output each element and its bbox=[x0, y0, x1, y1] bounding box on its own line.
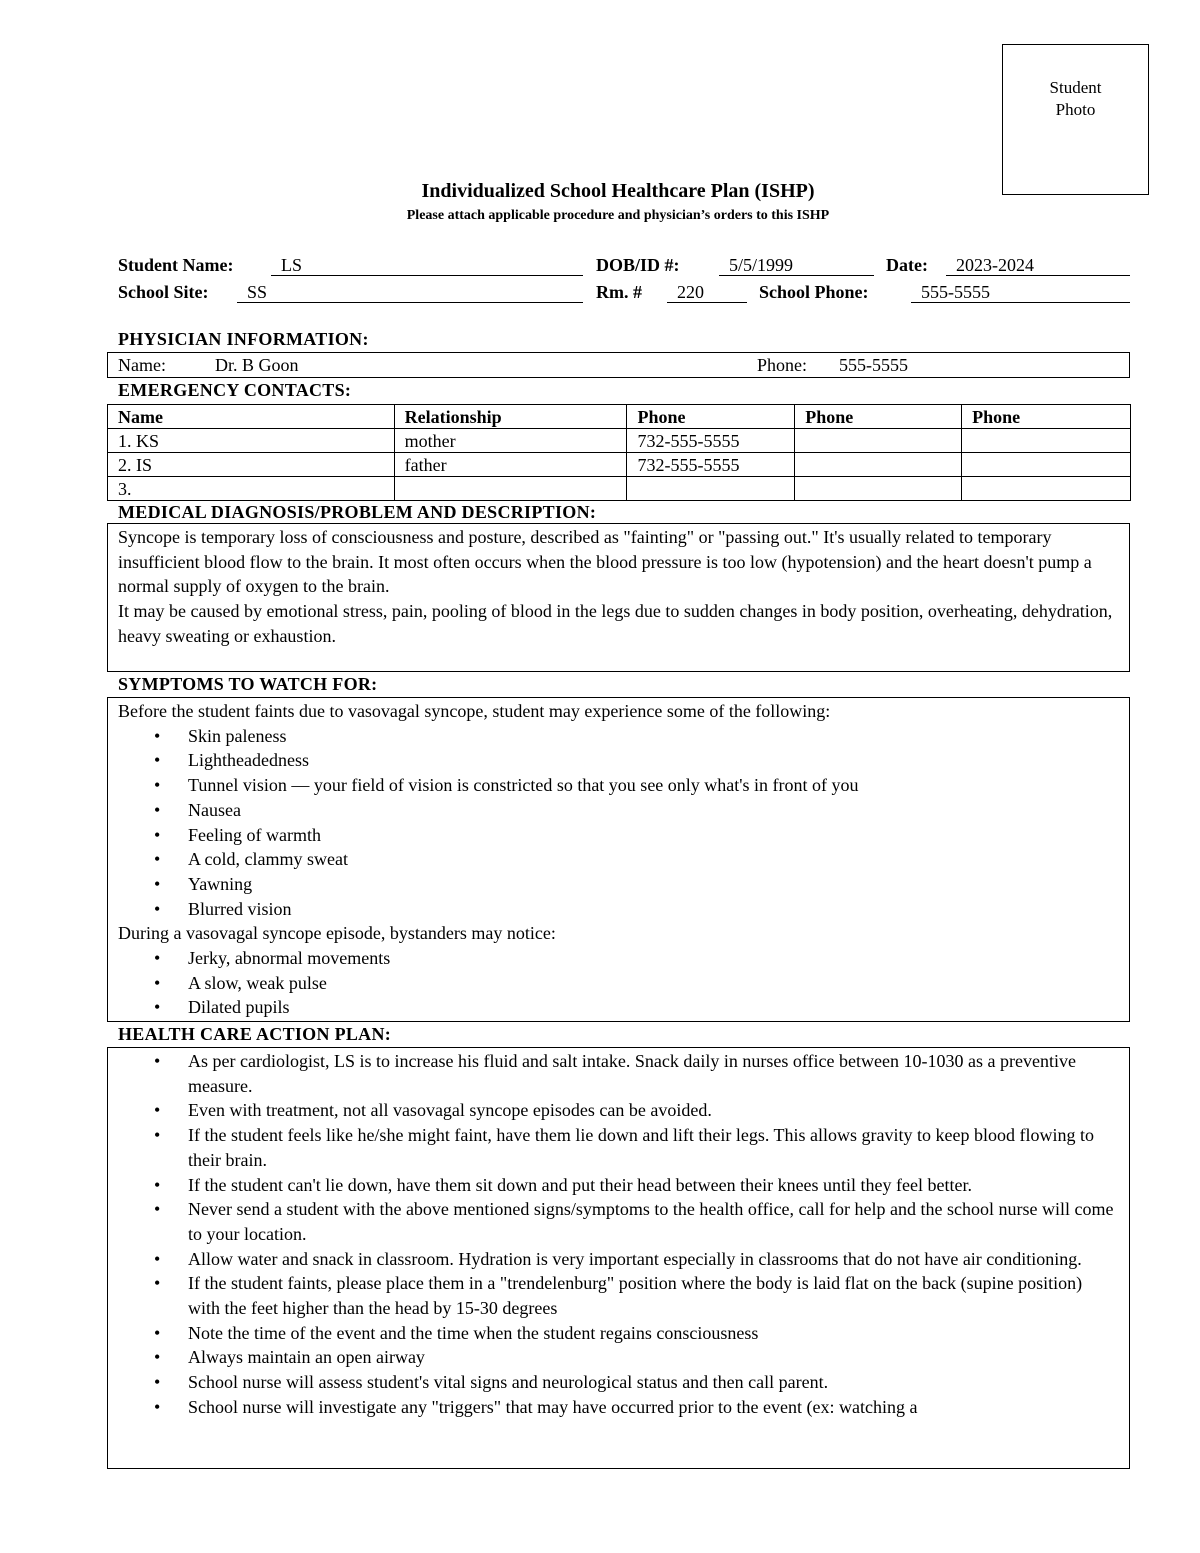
list-item: • If the student can't lie down, have them sit down and put their head between their knees until they feel better. bbox=[118, 1173, 1115, 1198]
table-cell[interactable]: 2. IS bbox=[108, 453, 395, 477]
photo-label-line1: Student bbox=[1049, 78, 1102, 97]
date-field[interactable]: 2023-2024 bbox=[946, 254, 1130, 276]
list-item: • Blurred vision bbox=[118, 897, 1119, 922]
list-item: • As per cardiologist, LS is to increase his fluid and salt intake. Snack daily in nurses office between 10-1030 as a preventive measure. bbox=[118, 1049, 1115, 1098]
table-header-row bbox=[108, 405, 1131, 429]
list-item: • School nurse will assess student's vital signs and neurological status and then call parent. bbox=[118, 1370, 1115, 1395]
list-item: • Jerky, abnormal movements bbox=[118, 946, 1119, 971]
column-header: Name bbox=[108, 405, 395, 429]
diagnosis-paragraph-2: It may be caused by emotional stress, pain, pooling of blood in the legs due to sudden changes in body position, overheating, dehydration, heavy sweating or exhaustion. bbox=[118, 601, 1113, 646]
student-name-field[interactable]: LS bbox=[271, 254, 583, 276]
emergency-heading: EMERGENCY CONTACTS: bbox=[118, 380, 352, 400]
action-plan-box bbox=[107, 1047, 1130, 1469]
diagnosis-heading: MEDICAL DIAGNOSIS/PROBLEM AND DESCRIPTION: bbox=[118, 502, 597, 522]
diagnosis-paragraph-1: Syncope is temporary loss of consciousness and posture, described as "fainting" or "passing out." It's usually related to temporary insufficient blood flow to the brain. It most often occurs when the blood pressure is too low (hypotension) and the heart doesn't pump a normal supply of oxygen to the brain. bbox=[118, 527, 1092, 597]
table-cell[interactable] bbox=[795, 477, 962, 501]
physician-box bbox=[107, 352, 1130, 378]
list-item: • Yawning bbox=[118, 872, 1119, 897]
table-cell[interactable] bbox=[962, 477, 1131, 501]
list-item: • A slow, weak pulse bbox=[118, 971, 1119, 996]
column-header: Phone bbox=[795, 405, 962, 429]
column-header: Relationship bbox=[394, 405, 627, 429]
list-item: • Lightheadedness bbox=[118, 748, 1119, 773]
table-cell[interactable]: 732-555-5555 bbox=[627, 453, 795, 477]
table-cell[interactable] bbox=[627, 477, 795, 501]
list-item: • Always maintain an open airway bbox=[118, 1345, 1115, 1370]
table-cell[interactable] bbox=[962, 429, 1131, 453]
physician-name-label: Name: bbox=[118, 355, 166, 375]
student-photo-placeholder bbox=[1002, 44, 1149, 195]
physician-name: Dr. B Goon bbox=[215, 355, 299, 375]
room-field[interactable]: 220 bbox=[667, 281, 747, 303]
list-item: • Allow water and snack in classroom. Hydration is very important especially in classrooms that do not have air conditioning. bbox=[118, 1247, 1115, 1272]
list-item: • If the student faints, please place them in a "trendelenburg" position where the body is laid flat on the back (supine position) with the feet higher than the head by 15-30 degrees bbox=[118, 1271, 1115, 1320]
list-item: • School nurse will investigate any "triggers" that may have occurred prior to the event (ex: watching a bbox=[118, 1395, 1115, 1420]
list-item: • Never send a student with the above mentioned signs/symptoms to the health office, call for help and the school nurse will come to your location. bbox=[118, 1197, 1115, 1246]
list-item: • Tunnel vision — your field of vision is constricted so that you see only what's in front of you bbox=[118, 773, 1119, 798]
dob-field[interactable]: 5/5/1999 bbox=[719, 254, 874, 276]
school-phone-field[interactable]: 555-5555 bbox=[911, 281, 1130, 303]
table-cell[interactable]: mother bbox=[394, 429, 627, 453]
list-item: • Even with treatment, not all vasovagal syncope episodes can be avoided. bbox=[118, 1098, 1115, 1123]
list-item: • Skin paleness bbox=[118, 724, 1119, 749]
list-item: • Dilated pupils bbox=[118, 995, 1119, 1020]
symptoms-list-before bbox=[118, 724, 1119, 922]
list-item: • Note the time of the event and the time when the student regains consciousness bbox=[118, 1321, 1115, 1346]
school-site-label: School Site: bbox=[118, 282, 209, 302]
table-cell[interactable] bbox=[795, 453, 962, 477]
symptoms-intro-before: Before the student faints due to vasovagal syncope, student may experience some of the following: bbox=[118, 701, 831, 721]
table-cell[interactable]: 1. KS bbox=[108, 429, 395, 453]
action-plan-bottom-border bbox=[107, 1468, 1130, 1469]
physician-heading: PHYSICIAN INFORMATION: bbox=[118, 329, 369, 349]
table-cell[interactable]: father bbox=[394, 453, 627, 477]
table-row bbox=[108, 429, 1131, 453]
column-header: Phone bbox=[627, 405, 795, 429]
dob-label: DOB/ID #: bbox=[596, 255, 680, 275]
action-plan-heading: HEALTH CARE ACTION PLAN: bbox=[118, 1024, 392, 1044]
emergency-contacts-table bbox=[107, 404, 1131, 501]
room-label: Rm. # bbox=[596, 282, 642, 302]
action-plan-list bbox=[118, 1049, 1115, 1420]
table-cell[interactable]: 3. bbox=[108, 477, 395, 501]
list-item: • Feeling of warmth bbox=[118, 823, 1119, 848]
symptoms-heading: SYMPTOMS TO WATCH FOR: bbox=[118, 674, 378, 694]
list-item: • A cold, clammy sweat bbox=[118, 847, 1119, 872]
symptoms-list-during bbox=[118, 946, 1119, 1020]
page-title: Individualized School Healthcare Plan (ISHP) bbox=[421, 180, 815, 202]
date-label: Date: bbox=[886, 255, 928, 275]
table-row bbox=[108, 453, 1131, 477]
diagnosis-box bbox=[107, 523, 1130, 672]
student-name-label: Student Name: bbox=[118, 255, 234, 275]
list-item: • Nausea bbox=[118, 798, 1119, 823]
school-phone-label: School Phone: bbox=[759, 282, 869, 302]
photo-label-line2: Photo bbox=[1055, 100, 1096, 119]
page-subtitle: Please attach applicable procedure and physician’s orders to this ISHP bbox=[406, 208, 830, 223]
table-cell[interactable] bbox=[394, 477, 627, 501]
column-header: Phone bbox=[962, 405, 1131, 429]
table-cell[interactable]: 732-555-5555 bbox=[627, 429, 795, 453]
physician-phone: 555-5555 bbox=[839, 355, 908, 375]
physician-phone-label: Phone: bbox=[757, 355, 808, 375]
table-cell[interactable] bbox=[962, 453, 1131, 477]
table-row bbox=[108, 477, 1131, 501]
symptoms-intro-during: During a vasovagal syncope episode, bystanders may notice: bbox=[118, 923, 556, 944]
symptoms-box bbox=[107, 697, 1130, 1022]
list-item: • If the student feels like he/she might faint, have them lie down and lift their legs. This allows gravity to keep blood flowing to their brain. bbox=[118, 1123, 1115, 1172]
table-cell[interactable] bbox=[795, 429, 962, 453]
school-site-field[interactable]: SS bbox=[237, 281, 583, 303]
